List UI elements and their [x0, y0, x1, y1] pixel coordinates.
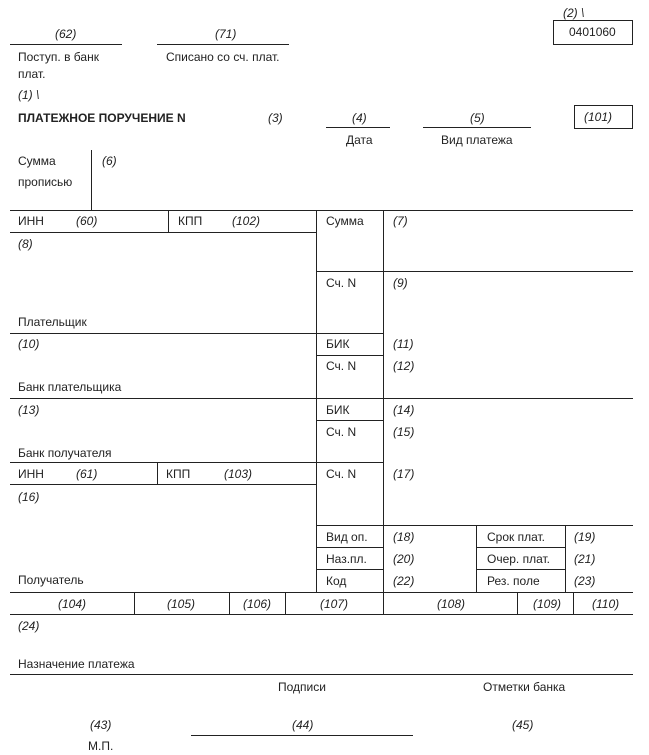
- purpose-label: Назначение платежа: [18, 657, 135, 671]
- field-10-number: (10): [18, 337, 40, 351]
- field-106-number: (106): [243, 597, 272, 611]
- payer-inn-row-line: [10, 232, 316, 233]
- due-line: [476, 547, 565, 548]
- field-1-number: (1) \: [18, 88, 40, 102]
- field-107-number: (107): [320, 597, 349, 611]
- field-103-number: (103): [224, 467, 253, 481]
- field-101-box: [574, 105, 633, 129]
- payee-kpp-label: КПП: [166, 467, 191, 481]
- field-22-number: (22): [393, 574, 415, 588]
- payee-inn-kpp-divider: [157, 462, 158, 484]
- purpose-bottom-line: [10, 674, 633, 675]
- payer-account-label: Сч. N: [326, 276, 357, 290]
- codes-divider-1: [476, 525, 477, 592]
- amount-words-label-2: прописью: [18, 175, 73, 189]
- grid-divider-left: [316, 210, 317, 592]
- field-24-number: (24): [18, 619, 40, 633]
- field-6-number: (6): [102, 154, 117, 168]
- payee-inn-row-line: [10, 484, 316, 485]
- form-code-box: [553, 20, 633, 45]
- field-71-number: (71): [215, 27, 237, 41]
- payee-account-bottom-line: [316, 525, 633, 526]
- received-label-2: плат.: [18, 67, 46, 81]
- payer-label: Плательщик: [18, 315, 87, 329]
- payment-type-label: Вид платежа: [441, 133, 513, 147]
- field-45-number: (45): [512, 718, 534, 732]
- form-code: 0401060: [569, 25, 616, 39]
- payer-bank-label: Банк плательщика: [18, 380, 122, 394]
- payee-bank-bik-label: БИК: [326, 403, 350, 417]
- field-101-number: (101): [584, 110, 613, 124]
- tax-divider-6: [573, 592, 574, 614]
- tax-row-top-line: [10, 592, 633, 593]
- payer-inn-label: ИНН: [18, 214, 44, 228]
- payment-type-line: [423, 127, 531, 128]
- field-104-number: (104): [58, 597, 87, 611]
- field-11-number: (11): [393, 337, 414, 351]
- payer-bank-bik-label: БИК: [326, 337, 350, 351]
- field-16-number: (16): [18, 490, 40, 504]
- due-label: Срок плат.: [487, 530, 546, 544]
- priority-label: Очер. плат.: [487, 552, 551, 566]
- payee-account-label: Сч. N: [326, 467, 357, 481]
- payer-kpp-label: КПП: [178, 214, 203, 228]
- tax-row-bottom-line: [10, 614, 633, 615]
- payee-bank-bottom-line: [10, 462, 383, 463]
- received-label-1: Поступ. в банк: [18, 50, 99, 64]
- date-label: Дата: [346, 133, 373, 147]
- debited-date-line: [157, 44, 289, 45]
- payee-inn-label: ИНН: [18, 467, 44, 481]
- payee-bank-bik-line: [316, 420, 383, 421]
- tax-divider-3: [285, 592, 286, 614]
- debited-label: Списано со сч. плат.: [166, 50, 280, 64]
- field-43-number: (43): [90, 718, 112, 732]
- tax-divider-2: [229, 592, 230, 614]
- op-type-label: Вид оп.: [326, 530, 368, 544]
- field-108-number: (108): [437, 597, 466, 611]
- amount-words-divider: [91, 150, 92, 210]
- payer-bank-bik-line: [316, 355, 383, 356]
- field-18-number: (18): [393, 530, 415, 544]
- field-5-number: (5): [470, 111, 485, 125]
- field-13-number: (13): [18, 403, 40, 417]
- form-title: ПЛАТЕЖНОЕ ПОРУЧЕНИЕ N: [18, 111, 186, 125]
- field-8-number: (8): [18, 237, 33, 251]
- field-2-number: (2) \: [563, 6, 585, 20]
- field-23-number: (23): [574, 574, 596, 588]
- signature-line: [191, 735, 413, 736]
- field-3-number: (3): [268, 111, 283, 125]
- purpose-code-line: [316, 569, 383, 570]
- field-21-number: (21): [574, 552, 596, 566]
- field-62-number: (62): [55, 27, 77, 41]
- field-61-number: (61): [76, 467, 98, 481]
- payer-bottom-line: [10, 333, 383, 334]
- amount-words-label-1: Сумма: [18, 154, 56, 168]
- op-type-line: [316, 547, 383, 548]
- signatures-label: Подписи: [278, 680, 326, 694]
- field-4-number: (4): [352, 111, 367, 125]
- field-15-number: (15): [393, 425, 415, 439]
- purpose-code-label: Наз.пл.: [326, 552, 367, 566]
- field-14-number: (14): [393, 403, 415, 417]
- payee-bank-label: Банк получателя: [18, 446, 112, 460]
- field-19-number: (19): [574, 530, 596, 544]
- reserve-label: Рез. поле: [487, 574, 540, 588]
- date-line: [326, 127, 390, 128]
- field-20-number: (20): [393, 552, 415, 566]
- bank-marks-label: Отметки банка: [483, 680, 566, 694]
- field-17-number: (17): [393, 467, 415, 481]
- codes-divider-2: [565, 525, 566, 592]
- field-12-number: (12): [393, 359, 415, 373]
- sum-label: Сумма: [326, 214, 364, 228]
- payee-label: Получатель: [18, 573, 84, 587]
- payer-inn-kpp-divider: [168, 210, 169, 232]
- payer-bank-bottom-line: [10, 398, 633, 399]
- field-44-number: (44): [292, 718, 314, 732]
- grid-line-top: [10, 210, 633, 211]
- payer-bank-account-label: Сч. N: [326, 359, 357, 373]
- field-7-number: (7): [393, 214, 408, 228]
- field-9-number: (9): [393, 276, 408, 290]
- stamp-label: М.П.: [88, 739, 114, 753]
- tax-divider-1: [134, 592, 135, 614]
- tax-divider-5: [517, 592, 518, 614]
- sum-row-line: [316, 271, 633, 272]
- field-109-number: (109): [533, 597, 562, 611]
- priority-line: [476, 569, 565, 570]
- field-110-number: (110): [592, 597, 620, 611]
- payee-bank-account-label: Сч. N: [326, 425, 357, 439]
- field-60-number: (60): [76, 214, 98, 228]
- field-105-number: (105): [167, 597, 196, 611]
- received-date-line: [10, 44, 122, 45]
- field-102-number: (102): [232, 214, 261, 228]
- code-label: Код: [326, 574, 347, 588]
